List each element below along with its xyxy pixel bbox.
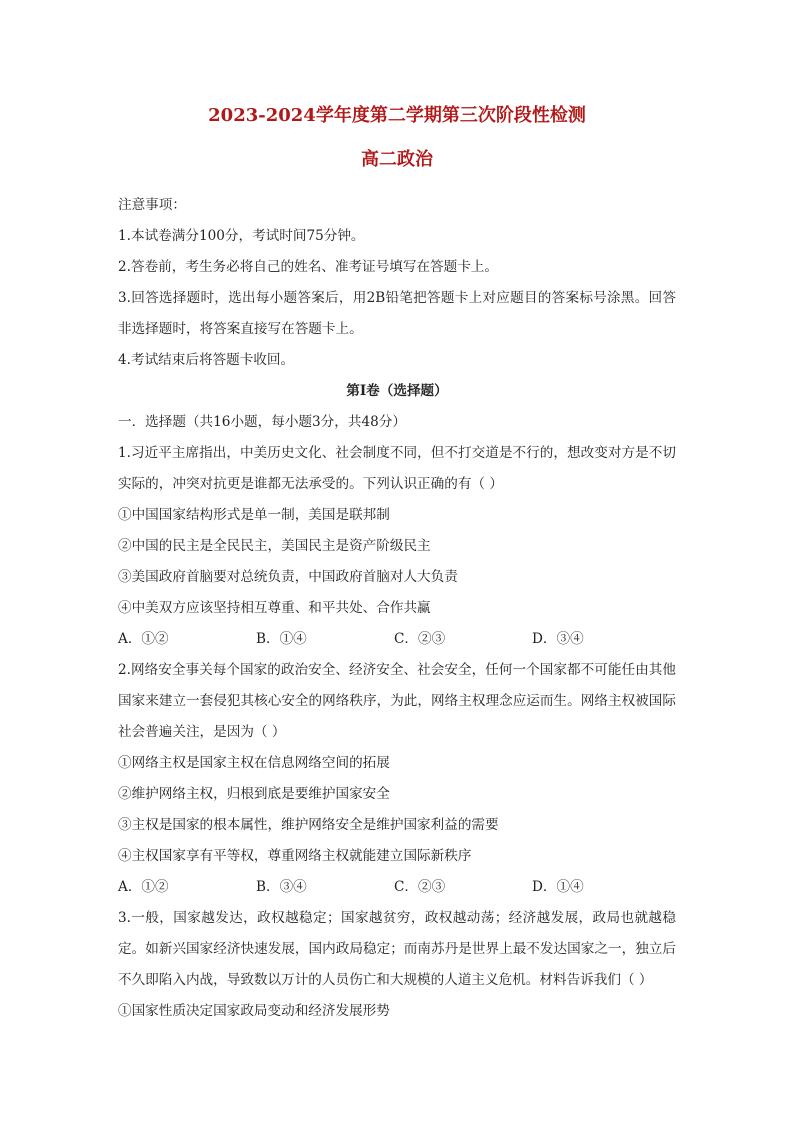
question-statement: ②中国的民主是全民民主，美国民主是资产阶级民主 (118, 538, 431, 554)
notes-heading: 注意事项： (118, 197, 186, 213)
question-statement: ③主权是国家的根本属性，维护网络安全是维护国家利益的需要 (118, 817, 499, 833)
exam-subject: 高二政治 (361, 149, 433, 170)
option-c: C．②③ (394, 631, 446, 647)
question-stem: 1.习近平主席指出，中美历史文化、社会制度不同，但不打交道是不行的，想改变对方是不切实际的，冲突对抗更是谁都无法承受的。下列认识正确的有（ ） (118, 445, 676, 492)
question-statement: ①国家性质决定国家政局变动和经济发展形势 (118, 1003, 390, 1019)
answer-options (118, 872, 676, 903)
option-d: D．①④ (532, 879, 584, 895)
question-statement: ①网络主权是国家主权在信息网络空间的拓展 (118, 755, 390, 771)
option-d: D．③④ (532, 631, 584, 647)
note-item: 4.考试结束后将答题卡收回。 (118, 352, 295, 368)
question-stem: 3.一般，国家越发达，政权越稳定；国家越贫穷，政权越动荡；经济越发展，政局也就越稳定。如新兴国家经济快速发展，国内政局稳定；而南苏丹是世界上最不发达国家之一，独立后不久即陷入内战，导致数以万计的人员伤亡和大规模的人道主义危机。材料告诉我们（ ） (118, 910, 676, 988)
option-c: C．②③ (394, 879, 446, 895)
question-statement: ④主权国家享有平等权，尊重网络主权就能建立国际新秩序 (118, 848, 472, 864)
option-b: B．③④ (256, 879, 307, 895)
section-heading: 一．选择题（共16小题，每小题3分，共48分） (118, 414, 406, 430)
note-item: 2.答卷前，考生务必将自己的姓名、准考证号填写在答题卡上。 (118, 259, 498, 275)
option-b: B．①④ (256, 631, 307, 647)
question-statement: ③美国政府首脑要对总统负责，中国政府首脑对人大负责 (118, 569, 458, 585)
option-a: A．①② (118, 631, 169, 647)
answer-options (118, 624, 676, 655)
note-item: 3.回答选择题时，选出每小题答案后，用2B铅笔把答题卡上对应题目的答案标号涂黑。回答非选择题时，将答案直接写在答题卡上。 (118, 290, 676, 337)
question-statement: ④中美双方应该坚持相互尊重、和平共处、合作共赢 (118, 600, 431, 616)
part-title: 第Ⅰ卷（选择题） (346, 383, 448, 399)
note-item: 1.本试卷满分100分，考试时间75分钟。 (118, 228, 365, 244)
question-stem: 2.网络安全事关每个国家的政治安全、经济安全、社会安全，任何一个国家都不可能任由其他国家来建立一套侵犯其核心安全的网络秩序，为此，网络主权理念应运而生。网络主权被国际社会普遍关注，是因为（ ） (118, 662, 676, 740)
exam-title: 2023-2024学年度第二学期第三次阶段性检测 (208, 105, 586, 126)
question-statement: ②维护网络主权，归根到底是要维护国家安全 (118, 786, 390, 802)
question-statement: ①中国国家结构形式是单一制，美国是联邦制 (118, 507, 390, 523)
option-a: A．①② (118, 879, 169, 895)
